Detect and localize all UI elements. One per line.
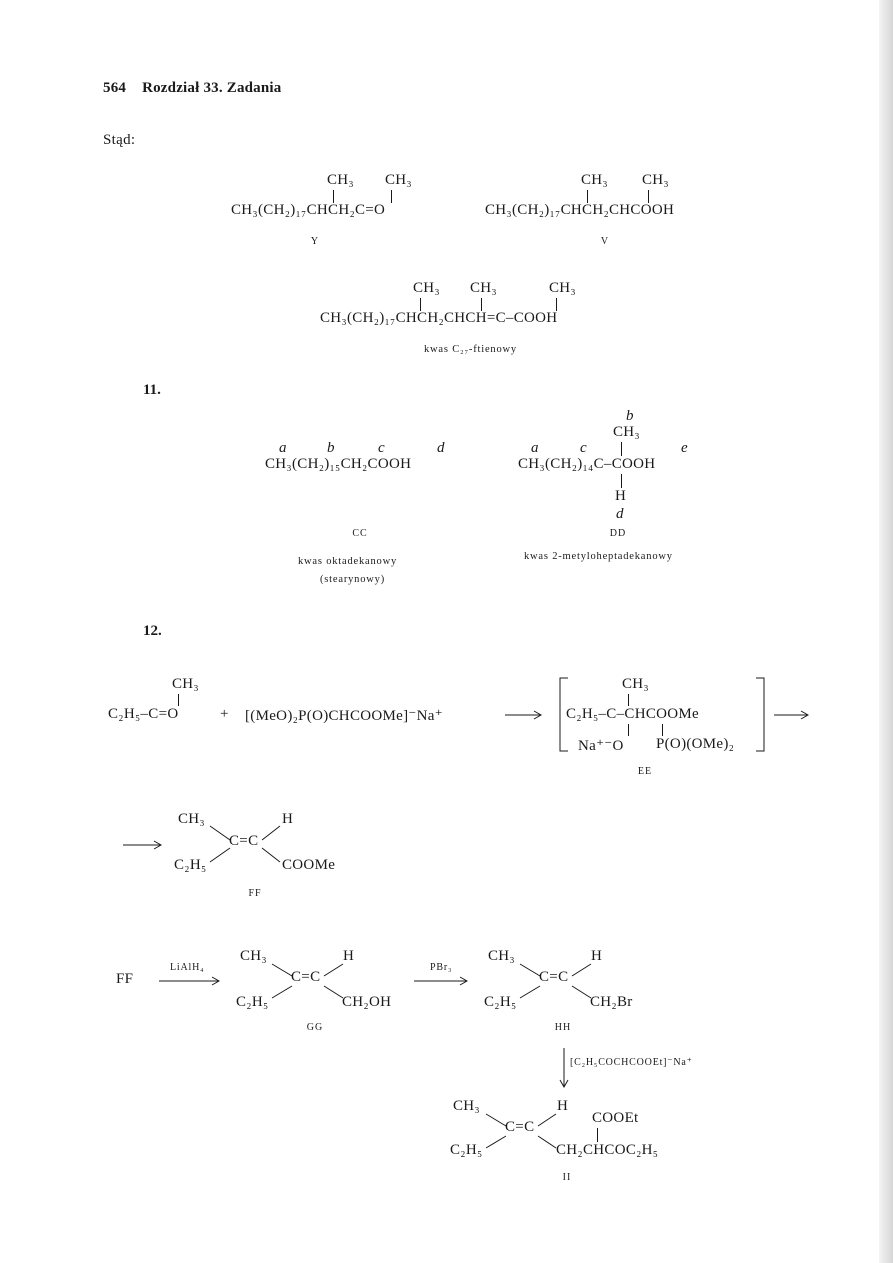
DD-letter-e: e [681, 440, 688, 456]
FF-h: H [282, 811, 294, 827]
reagent-pbr3: PBr₃ [430, 962, 453, 973]
Y-label: Y [310, 236, 320, 247]
intro-text: Stąd: [103, 132, 136, 148]
CC-letter-d: d [437, 440, 445, 456]
arrow-down-head [560, 1080, 568, 1087]
Y-bond-2 [391, 190, 392, 203]
EE-bracket-right [756, 678, 764, 751]
DD-letter-a: a [531, 440, 539, 456]
acid-formula: CH₃(CH₂)₁₇CHCH₂CHCH=C–COOH [320, 310, 558, 326]
FF-start: FF [116, 971, 134, 987]
II-chain: CH₂CHCOC₂H₅ [556, 1142, 659, 1158]
HH-bond-ch3 [520, 964, 540, 976]
DD-bond-top [621, 442, 622, 456]
V-ch3-2: CH₃ [642, 172, 669, 188]
FF-bond-coome [262, 848, 280, 862]
HH-h: H [591, 948, 603, 964]
V-ch3-1: CH₃ [581, 172, 608, 188]
reactant-ch3: CH₃ [172, 676, 199, 692]
CC-label: CC [352, 528, 368, 539]
GG-ch2oh: CH₂OH [342, 994, 392, 1010]
CC-letter-b: b [327, 440, 335, 456]
GG-bond-c2h5 [272, 986, 292, 998]
HH-label: HH [554, 1022, 572, 1033]
running-title: Rozdział 33. Zadania [142, 80, 282, 96]
DD-ch3: CH₃ [613, 424, 640, 440]
CC-caption-1: kwas oktadekanowy [298, 556, 398, 567]
CC-letter-a: a [279, 440, 287, 456]
HH-ch3: CH₃ [488, 948, 515, 964]
arrow-pbr3-head [460, 977, 467, 985]
EE-phosphonate: P(O)(OMe)₂ [656, 736, 735, 752]
HH-bond-ch2br [572, 986, 591, 998]
FF-ch3: CH₃ [178, 811, 205, 827]
GG-bond-ch2oh [324, 986, 343, 998]
acid-ch3-3: CH₃ [549, 280, 576, 296]
EE-bond-top [628, 694, 629, 706]
FF-bond-c2h5 [210, 848, 230, 862]
FF-c2h5: C₂H₅ [174, 857, 207, 873]
Y-formula: CH₃(CH₂)₁₇CHCH₂C=O [231, 202, 386, 218]
problem-11-number: 11. [143, 382, 161, 398]
HH-bond-h [572, 964, 591, 976]
DD-bond-bottom [621, 474, 622, 488]
page-edge [879, 0, 893, 1263]
phosphonate-reagent: [(MeO)₂P(O)CHCOOMe]⁻Na⁺ [245, 708, 443, 724]
DD-letter-b: b [626, 408, 634, 424]
CC-caption-2: (stearynowy) [320, 574, 385, 585]
GG-label: GG [306, 1022, 324, 1033]
Y-ch3-1: CH₃ [327, 172, 354, 188]
acid-caption: kwas C₂₇-ftienowy [424, 344, 517, 355]
FF-label: FF [248, 888, 262, 899]
plus-sign: + [220, 706, 229, 722]
DD-formula: CH₃(CH₂)₁₄C–COOH [518, 456, 656, 472]
FF-bond-ch3 [210, 826, 230, 840]
DD-letter-d: d [616, 506, 624, 522]
DD-letter-c: c [580, 440, 587, 456]
EE-ch3: CH₃ [622, 676, 649, 692]
problem-12-number: 12. [143, 623, 162, 639]
GG-c2h5: C₂H₅ [236, 994, 269, 1010]
FF-coome: COOMe [282, 857, 336, 873]
running-header [103, 80, 282, 97]
V-label: V [600, 236, 610, 247]
DD-label: DD [609, 528, 627, 539]
II-c2h5: C₂H₅ [450, 1142, 483, 1158]
II-ch3: CH₃ [453, 1098, 480, 1114]
HH-bond-c2h5 [520, 986, 540, 998]
arrow-to-EE-head [534, 711, 541, 719]
GG-ch3: CH₃ [240, 948, 267, 964]
II-cc: C=C [505, 1119, 535, 1135]
II-bond-ch3 [486, 1114, 506, 1126]
reactant-bond [178, 694, 179, 706]
II-label: II [562, 1172, 572, 1183]
EE-bond-bottom-right [662, 724, 663, 736]
DD-hydrogen: H [615, 488, 627, 504]
DD-caption: kwas 2-metyloheptadekanowy [524, 551, 673, 562]
reagent-enolate: [C₂H₅COCHCOOEt]⁻Na⁺ [570, 1057, 693, 1068]
HH-cc: C=C [539, 969, 569, 985]
HH-c2h5: C₂H₅ [484, 994, 517, 1010]
CC-formula: CH₃(CH₂)₁₅CH₂COOH [265, 456, 412, 472]
II-bond-cooet [597, 1128, 598, 1142]
Y-ch3-2: CH₃ [385, 172, 412, 188]
GG-bond-ch3 [272, 964, 292, 976]
arrow-lialh4-head [212, 977, 219, 985]
HH-ch2br: CH₂Br [590, 994, 633, 1010]
CC-letter-c: c [378, 440, 385, 456]
II-bond-h [538, 1114, 556, 1126]
EE-bond-bottom-left [628, 724, 629, 736]
II-bond-ch2 [538, 1136, 556, 1148]
GG-h: H [343, 948, 355, 964]
GG-bond-h [324, 964, 343, 976]
EE-alkoxide: Na⁺⁻O [578, 738, 624, 754]
EE-label: EE [637, 766, 653, 777]
arrow-after-EE-head [801, 711, 808, 719]
arrow-to-FF-head [154, 841, 161, 849]
II-h: H [557, 1098, 569, 1114]
II-bond-c2h5 [486, 1136, 506, 1148]
FF-bond-h [262, 826, 280, 840]
reactant-formula: C₂H₅–C=O [108, 706, 179, 722]
page-number: 564 [103, 80, 127, 96]
GG-cc: C=C [291, 969, 321, 985]
reagent-lialh4: LiAlH₄ [170, 962, 205, 973]
acid-ch3-1: CH₃ [413, 280, 440, 296]
FF-cc: C=C [229, 833, 259, 849]
acid-ch3-2: CH₃ [470, 280, 497, 296]
V-formula: CH₃(CH₂)₁₇CHCH₂CHCOOH [485, 202, 675, 218]
EE-formula: C₂H₅–C–CHCOOMe [566, 706, 700, 722]
II-cooet: COOEt [592, 1110, 639, 1126]
